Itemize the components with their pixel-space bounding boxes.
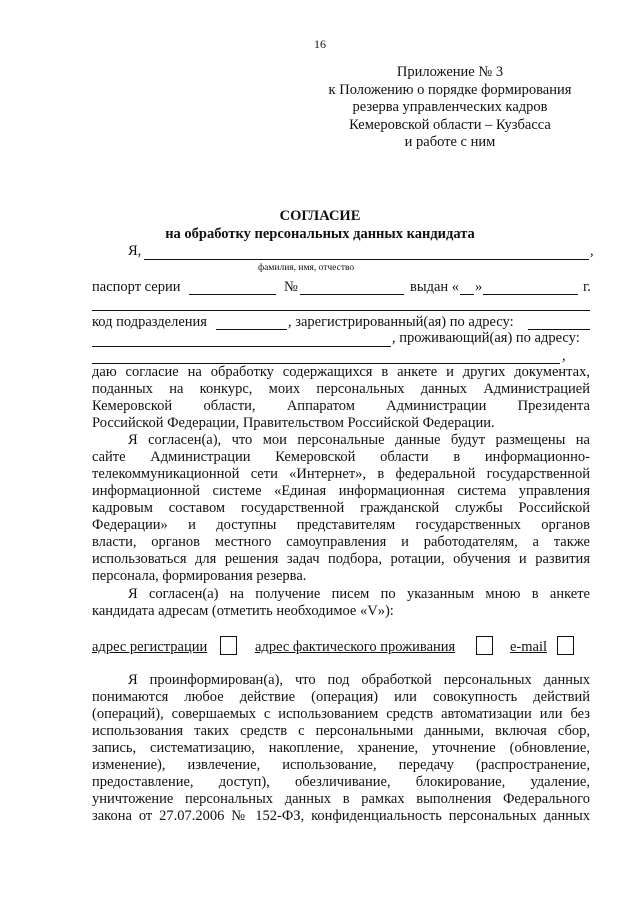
paragraph-line: понимаются любое действие (операция) или совокупность действий [92,689,590,705]
paragraph-line: Кемеровской области, Аппаратом Администрации Президента [92,398,590,414]
document-title: СОГЛАСИЕ [279,208,361,224]
division-code-field[interactable] [216,329,287,330]
label-passport-series: паспорт серии [92,279,181,295]
passport-number-field[interactable] [300,294,404,295]
label-year: г. [583,279,591,295]
appendix-line: и работе с ним [404,134,496,150]
page-number: 16 [314,37,326,51]
fio-caption: фамилия, имя, отчество [258,263,355,273]
paragraph-line: кандидата адресам (отметить необходимое «V»): [92,603,394,619]
paragraph-line: информационной системе «Единая информационная система управления [92,483,590,499]
option-registration-checkbox[interactable] [220,636,237,655]
fio-field[interactable] [144,259,589,260]
comma: , [590,243,594,259]
option-email-checkbox[interactable] [557,636,574,655]
appendix-line: Кемеровской области – Кузбасса [349,116,551,133]
paragraph-line: поданных на конкурс, моих персональных данных Администрацией [92,381,590,397]
registered-address-field-2[interactable] [92,346,391,347]
document-subtitle: на обработку персональных данных кандидата [165,226,475,242]
label-division-code: код подразделения [92,314,207,330]
label-issued: выдан « [410,279,460,295]
issued-date-field[interactable] [483,294,578,295]
paragraph-line: власти, органов местного самоуправления и работодателям, а также [92,534,590,550]
appendix-header [300,64,600,152]
option-actual-checkbox[interactable] [476,636,493,655]
paragraph-line: Федерации» и доступны представителям государственных органов [92,517,590,533]
end-comma: , [562,348,566,364]
paragraph-line: предоставление, доступ), обезличивание, блокирование, удаление, [92,774,590,790]
paragraph-line: сайте Администрации Кемеровской области в информационно- [92,449,590,465]
paragraph-line: телекоммуникационной сети «Интернет», в федеральной государственной [92,466,590,482]
paragraph-line: изменение), извлечение, использование, передачу (распространение, [92,757,590,773]
paragraph-line: закона от 27.07.2006 № 152-ФЗ, конфиденциальность персональных данных [92,808,590,824]
issued-day-field[interactable] [460,294,474,295]
option-actual-label: адрес фактического проживания [255,639,456,655]
paragraph-line: уничтожение персональных данных в рамках выполнения Федерального [92,791,590,807]
paragraph-line: (операций), совершаемых с использованием средств автоматизации или без [92,706,590,722]
paragraph-line: Российской Федерации, Правительством Российской Федерации. [92,415,495,431]
label-issued-close: » [475,279,483,295]
paragraph-line: Я согласен(а), что мои персональные данные будут размещены на [128,432,590,448]
paragraph-line: запись, систематизацию, накопление, хранение, уточнение (обновление, [92,740,590,756]
option-email-label: e-mail [510,639,548,655]
paragraph-line: использования таких средств с персональными данными, включая сбор, [92,723,590,739]
appendix-line: резерва управленческих кадров [352,99,548,115]
appendix-line: к Положению о порядке формирования [328,81,572,98]
paragraph-line: Я согласен(а) на получение писем по указанным мною в анкете [128,586,590,602]
passport-series-field[interactable] [189,294,276,295]
label-residing: , проживающий(ая) по адресу: [392,330,580,346]
paragraph-line: Я проинформирован(а), что под обработкой персональных данных [128,672,590,688]
label-registered: , зарегистрированный(ая) по адресу: [288,314,514,330]
appendix-line: Приложение № 3 [396,64,504,80]
label-ya: Я, [128,243,142,259]
paragraph-line: кадровым составом государственной гражданской службы Российской [92,500,590,516]
issued-by-field[interactable] [92,310,590,311]
paragraph-line: даю согласие на обработку содержащихся в анкете и других документах, [92,364,590,380]
label-number: № [284,279,298,295]
paragraph-line: персонала, формирования резерва. [92,568,307,584]
paragraph-line: использоваться для решения задач подбора, ротации, обучения и развития [92,551,590,567]
option-registration-label: адрес регистрации [92,639,208,655]
